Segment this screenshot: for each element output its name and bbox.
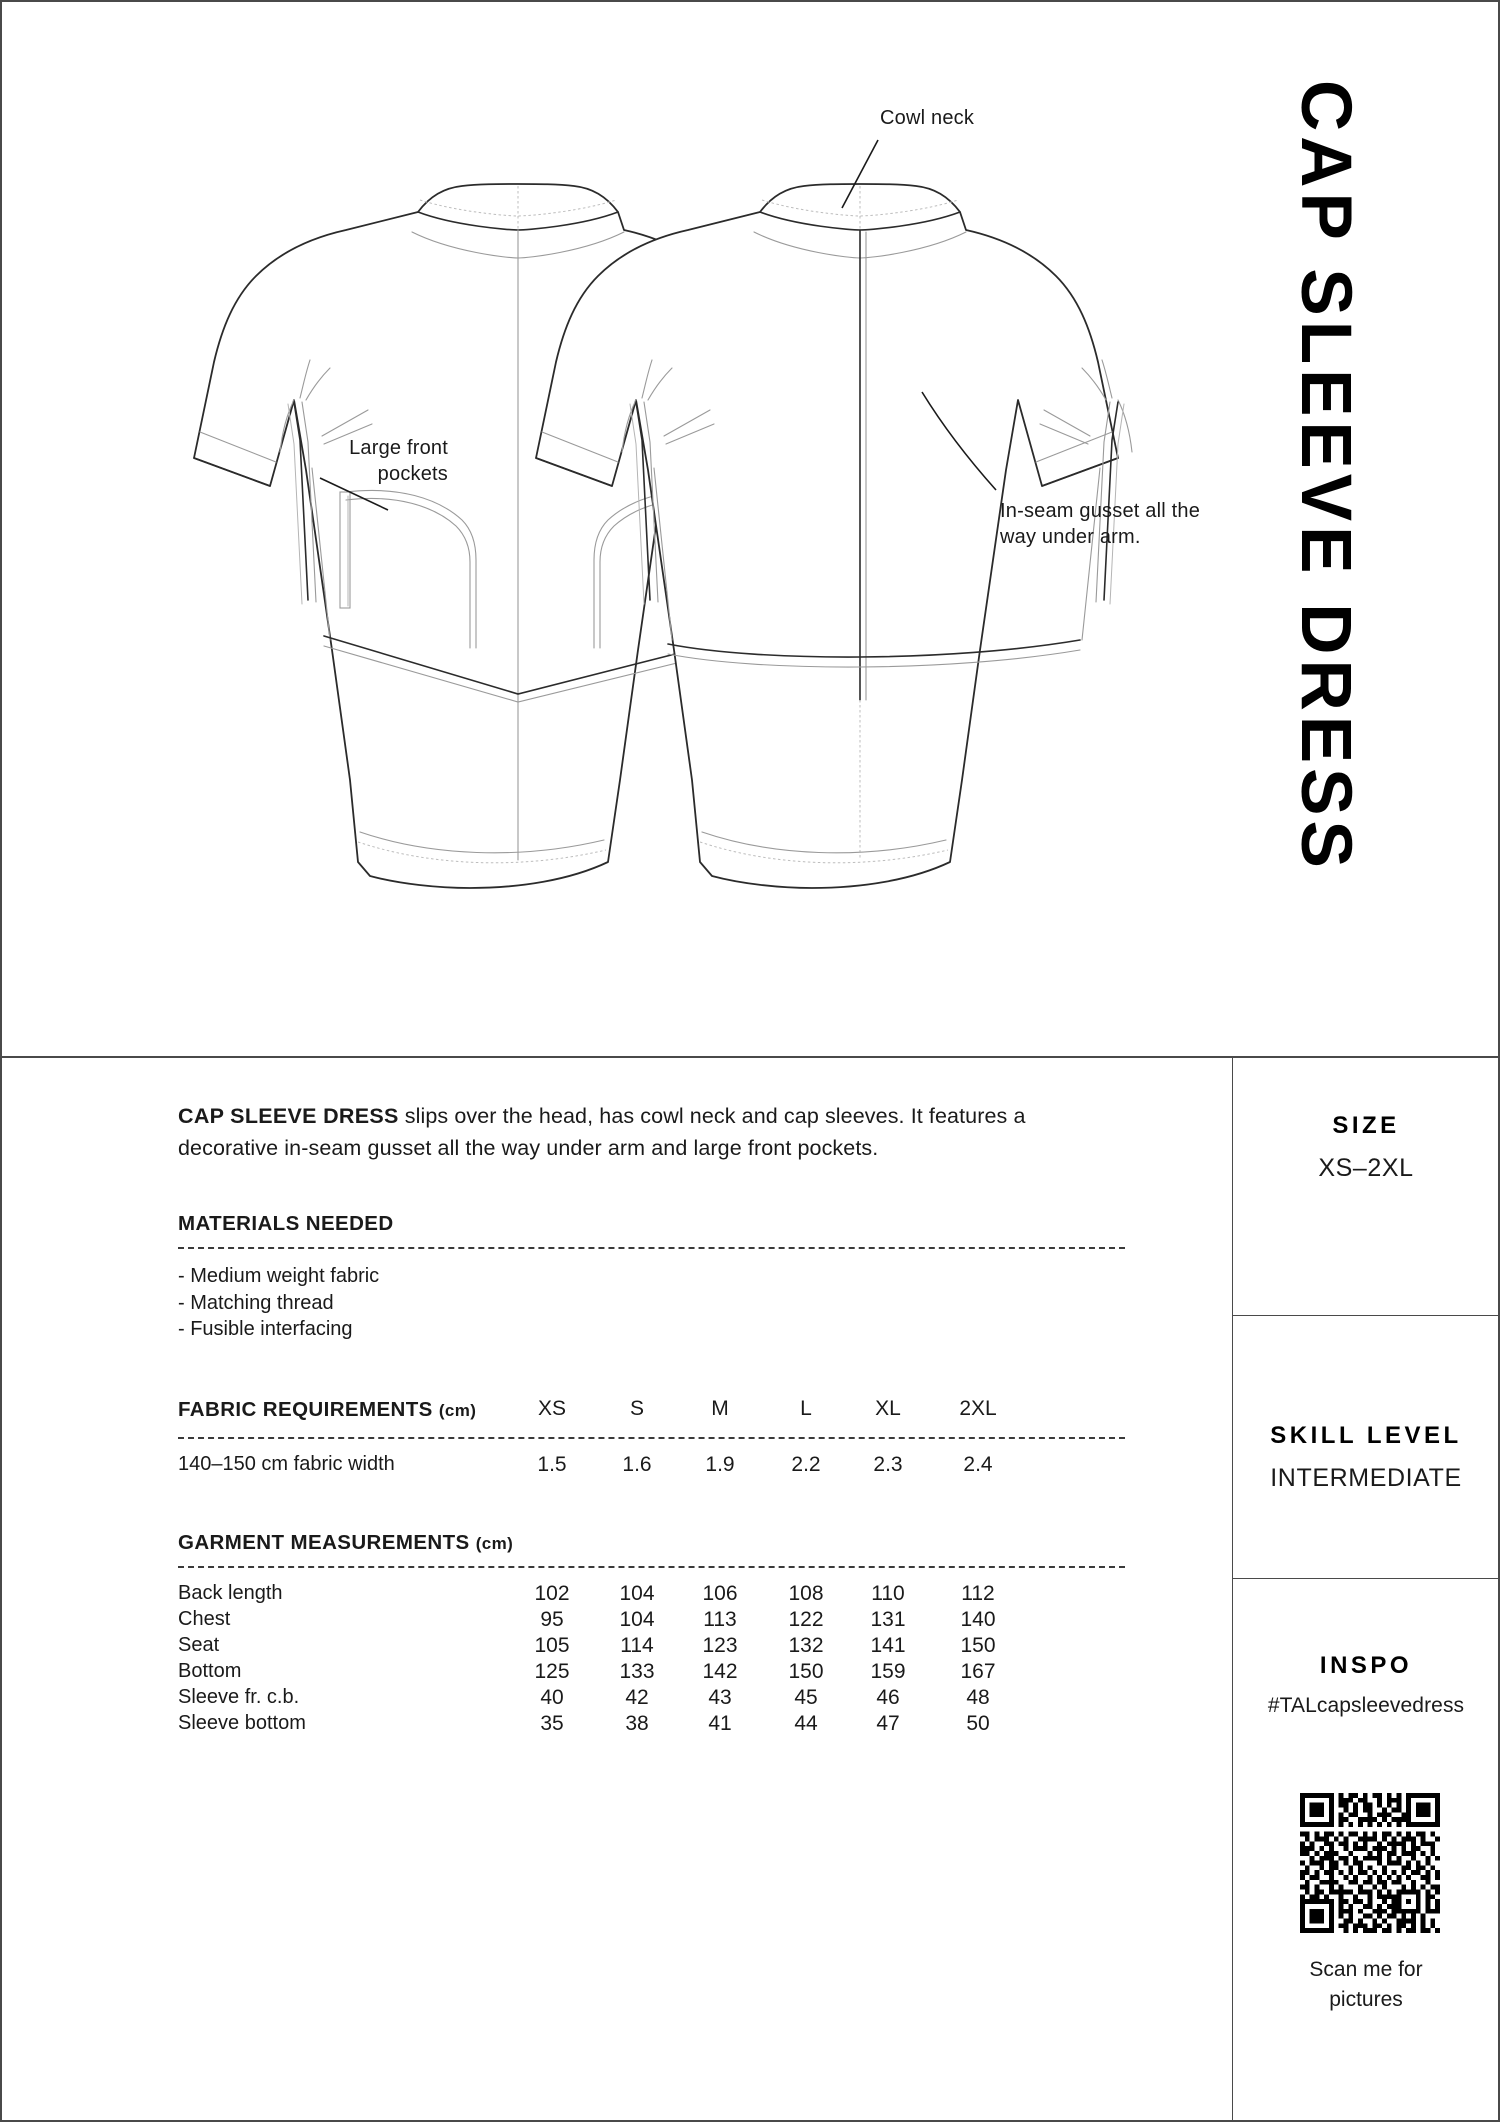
fabric-value-m: 1.9 xyxy=(705,1452,735,1476)
measurement-value: 141 xyxy=(870,1633,906,1657)
sidebar-panel-size xyxy=(1232,1112,1500,1183)
skill-level-title: SKILL LEVEL xyxy=(1270,1422,1462,1449)
inspo-title: INSPO xyxy=(1319,1652,1413,1679)
fabric-requirements-heading xyxy=(178,1398,476,1422)
measurement-value: 132 xyxy=(788,1633,824,1657)
description-paragraph xyxy=(178,1100,1128,1164)
measurement-value: 150 xyxy=(788,1659,824,1683)
fabric-value-l: 2.2 xyxy=(791,1452,821,1476)
measurement-value: 159 xyxy=(870,1659,906,1683)
scan-instruction xyxy=(1232,1955,1500,2015)
fabric-value-xs: 1.5 xyxy=(537,1452,567,1476)
qr-code[interactable] xyxy=(1300,1793,1440,1933)
fabric-value-s: 1.6 xyxy=(622,1452,652,1476)
measurement-label: Bottom xyxy=(178,1659,242,1682)
table-row xyxy=(178,1712,1128,1738)
measurement-value: 133 xyxy=(619,1659,655,1683)
annotation-gusset-line2: way under arm. xyxy=(1000,526,1141,548)
size-col-2xl: 2XL xyxy=(959,1396,997,1420)
sidebar-divider-2 xyxy=(1232,1578,1500,1579)
inspo-hashtag: #TALcapsleevedress xyxy=(1267,1694,1465,1717)
sidebar-panel-inspo xyxy=(1232,1652,1500,1718)
measurement-value: 110 xyxy=(871,1581,905,1605)
fabric-rule xyxy=(178,1437,1125,1439)
size-title: SIZE xyxy=(1332,1112,1400,1139)
size-col-m: M xyxy=(711,1396,729,1420)
measurement-label: Sleeve fr. c.b. xyxy=(178,1685,300,1708)
measurement-value: 142 xyxy=(702,1659,738,1683)
measurement-label: Chest xyxy=(178,1607,231,1630)
size-col-l: L xyxy=(800,1396,812,1420)
measurement-value: 41 xyxy=(708,1711,732,1735)
measurement-value: 140 xyxy=(960,1607,996,1631)
skill-level-value: INTERMEDIATE xyxy=(1270,1464,1462,1492)
info-content xyxy=(178,1100,1128,1738)
measurement-value: 45 xyxy=(794,1685,818,1709)
measurement-value: 167 xyxy=(960,1659,996,1683)
garment-heading-text: GARMENT MEASUREMENTS xyxy=(178,1530,470,1554)
garment-rule xyxy=(178,1566,1125,1568)
garment-measurements-heading xyxy=(178,1531,1128,1555)
measurement-value: 47 xyxy=(876,1711,900,1735)
measurement-value: 102 xyxy=(534,1581,570,1605)
measurement-value: 105 xyxy=(534,1633,570,1657)
table-row xyxy=(178,1686,1128,1712)
measurement-value: 104 xyxy=(619,1581,655,1605)
fabric-heading-text: FABRIC REQUIREMENTS xyxy=(178,1397,433,1421)
annotation-in-seam-gusset xyxy=(1000,498,1230,550)
annotation-cowl-neck-text: Cowl neck xyxy=(880,107,975,129)
horizontal-divider xyxy=(0,1056,1500,1058)
garment-heading-unit: (cm) xyxy=(475,1533,514,1553)
fabric-value-xl: 2.3 xyxy=(873,1452,903,1476)
measurement-value: 122 xyxy=(788,1607,824,1631)
list-item: - Fusible interfacing xyxy=(178,1318,353,1340)
scan-line2: pictures xyxy=(1329,1988,1403,2011)
measurement-value: 114 xyxy=(620,1633,654,1657)
annotation-front-pockets-line2: pockets xyxy=(377,463,448,485)
annotation-cowl-neck xyxy=(880,105,974,131)
measurement-value: 106 xyxy=(702,1581,738,1605)
table-row xyxy=(178,1660,1128,1686)
measurement-value: 131 xyxy=(870,1607,906,1631)
measurement-value: 44 xyxy=(794,1711,818,1735)
size-col-xs: XS xyxy=(537,1396,566,1420)
measurement-label: Sleeve bottom xyxy=(178,1711,306,1734)
materials-section xyxy=(178,1212,1128,1343)
measurement-value: 125 xyxy=(534,1659,570,1683)
measurement-value: 46 xyxy=(876,1685,900,1709)
qr-code-svg xyxy=(1300,1793,1440,1933)
measurement-value: 42 xyxy=(625,1685,649,1709)
page-title: CAP SLEEVE DRESS xyxy=(1286,80,1365,873)
sidebar-panel-skill-level xyxy=(1232,1422,1500,1493)
size-col-s: S xyxy=(629,1396,644,1420)
measurement-value: 38 xyxy=(625,1711,649,1735)
measurement-value: 35 xyxy=(540,1711,564,1735)
description-lead: CAP SLEEVE DRESS xyxy=(178,1104,399,1128)
table-row xyxy=(178,1453,1128,1483)
size-value: XS–2XL xyxy=(1318,1154,1414,1182)
sidebar-divider-1 xyxy=(1232,1315,1500,1316)
fabric-heading-unit: (cm) xyxy=(438,1400,477,1420)
measurement-value: 113 xyxy=(703,1607,737,1631)
list-item: - Matching thread xyxy=(178,1291,334,1314)
table-row xyxy=(178,1608,1128,1634)
list-item: - Medium weight fabric xyxy=(178,1265,380,1287)
fabric-requirements-section xyxy=(178,1398,1128,1483)
fabric-value-2xl: 2.4 xyxy=(963,1452,993,1476)
measurement-value: 40 xyxy=(540,1685,564,1709)
measurement-value: 50 xyxy=(966,1711,990,1735)
measurement-value: 150 xyxy=(960,1633,996,1657)
materials-heading: MATERIALS NEEDED xyxy=(178,1212,394,1235)
fabric-row-label: 140–150 cm fabric width xyxy=(178,1452,395,1475)
materials-rule xyxy=(178,1247,1125,1249)
measurement-value: 95 xyxy=(540,1607,564,1631)
measurement-value: 112 xyxy=(961,1581,995,1605)
fabric-header-row xyxy=(178,1398,1128,1426)
annotation-gusset-line1: In-seam gusset all the xyxy=(1000,500,1201,522)
garment-measurements-section xyxy=(178,1531,1128,1738)
measurement-value: 48 xyxy=(966,1685,990,1709)
measurement-value: 43 xyxy=(708,1685,732,1709)
measurement-value: 108 xyxy=(788,1581,824,1605)
measurement-label: Seat xyxy=(178,1633,220,1656)
size-col-xl: XL xyxy=(875,1396,901,1420)
table-row xyxy=(178,1582,1128,1608)
description-body: slips over the head, has cowl neck and cap sleeves. It features a decorative in-seam gusset all the way under arm and large front pockets. xyxy=(178,1104,1026,1160)
measurement-value: 104 xyxy=(619,1607,655,1631)
measurement-label: Back length xyxy=(178,1581,283,1604)
annotation-front-pockets-line1: Large front xyxy=(349,437,448,459)
measurement-value: 123 xyxy=(702,1633,738,1657)
scan-line1: Scan me for xyxy=(1309,1958,1423,1981)
annotation-front-pockets xyxy=(268,435,448,487)
materials-list xyxy=(178,1263,1128,1343)
table-row xyxy=(178,1634,1128,1660)
